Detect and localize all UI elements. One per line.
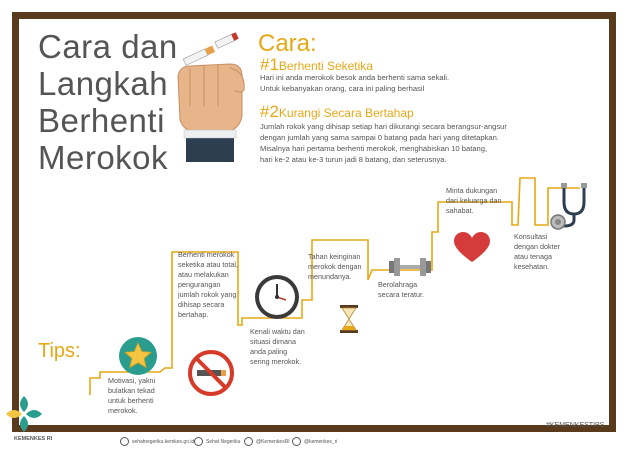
- hourglass-icon: [338, 304, 360, 334]
- globe-icon: [120, 437, 129, 446]
- step2-desc-line-1: Jumlah rokok yang dihisap setiap hari dikurangi secara berangsur-angsur: [260, 122, 507, 131]
- step2-desc-line-3: Misalnya hari pertama berhenti merokok, menghabiskan 10 batang,: [260, 144, 488, 153]
- title-line-3: Berhenti: [38, 102, 165, 139]
- tip-2-text: Berhenti merokok seketika atau total, atau melakukan pengurangan jumlah rokok yang dihisap secara bertahap.: [178, 250, 238, 319]
- footer-website[interactable]: sehatnegeriku.kemkes.go.id: [132, 439, 195, 445]
- tip-4-text: Tahan keinginan merokok dengan menundanya.: [308, 252, 362, 281]
- tip-1-text: Motivasi, yakni bulatkan tekad untuk berhenti merokok.: [108, 376, 156, 415]
- heart-icon: [454, 232, 490, 264]
- title-line-4: Merokok: [38, 139, 169, 176]
- step2-title: Kurangi Secara Bertahap: [278, 106, 414, 120]
- title-line-2: Langkah: [38, 65, 169, 102]
- step1-desc-line-1: Hari ini anda merokok besok anda berhenti sama sekali.: [260, 73, 450, 82]
- twitter-icon: [244, 437, 253, 446]
- step1-number: #1: [260, 55, 279, 74]
- footer-bar: [0, 434, 640, 452]
- clock-icon: [252, 272, 302, 322]
- instagram-icon: [292, 437, 301, 446]
- step2-desc-line-2: dengan jumlah yang sama sampai 0 batang pada hari yang ditetapkan.: [260, 133, 499, 142]
- hashtag: #KEMENKESTIPS: [546, 422, 605, 429]
- tip-6-text: Minta dukungan dari keluarga dan sahabat.: [446, 186, 502, 215]
- step1-title: Berhenti Seketika: [278, 59, 373, 73]
- footer-facebook[interactable]: Sehat Negeriku: [206, 439, 241, 445]
- tip-3-text: Kenali waktu dan situasi dimana anda paling sering merokok.: [250, 327, 305, 366]
- no-smoking-icon: [186, 348, 236, 398]
- dumbbell-icon: [388, 256, 432, 278]
- facebook-icon: [194, 437, 203, 446]
- logo-text: KEMENKES RI: [14, 436, 53, 442]
- stethoscope-icon: [550, 182, 592, 230]
- title-line-1: Cara dan: [38, 28, 178, 65]
- step2-desc-line-4: hari ke-2 atau ke-3 turun jadi 8 batang, dan seterusnya.: [260, 155, 447, 164]
- tip-7-text: Konsultasi dengan dokter atau tenaga kesehatan.: [514, 232, 560, 271]
- tips-heading: Tips:: [38, 340, 81, 362]
- kemenkes-logo-icon: [4, 394, 44, 436]
- step1-desc-line-2: Untuk kebanyakan orang, cara ini paling berhasil: [260, 84, 425, 93]
- star-icon: [118, 336, 158, 376]
- step2-number: #2: [260, 102, 279, 121]
- cara-heading: Cara:: [258, 30, 317, 57]
- tip-5-text: Berolahraga secara teratur.: [378, 280, 424, 299]
- footer-twitter[interactable]: @KemenkesRI: [256, 439, 290, 445]
- footer-instagram[interactable]: @kemenkes_ri: [304, 439, 338, 445]
